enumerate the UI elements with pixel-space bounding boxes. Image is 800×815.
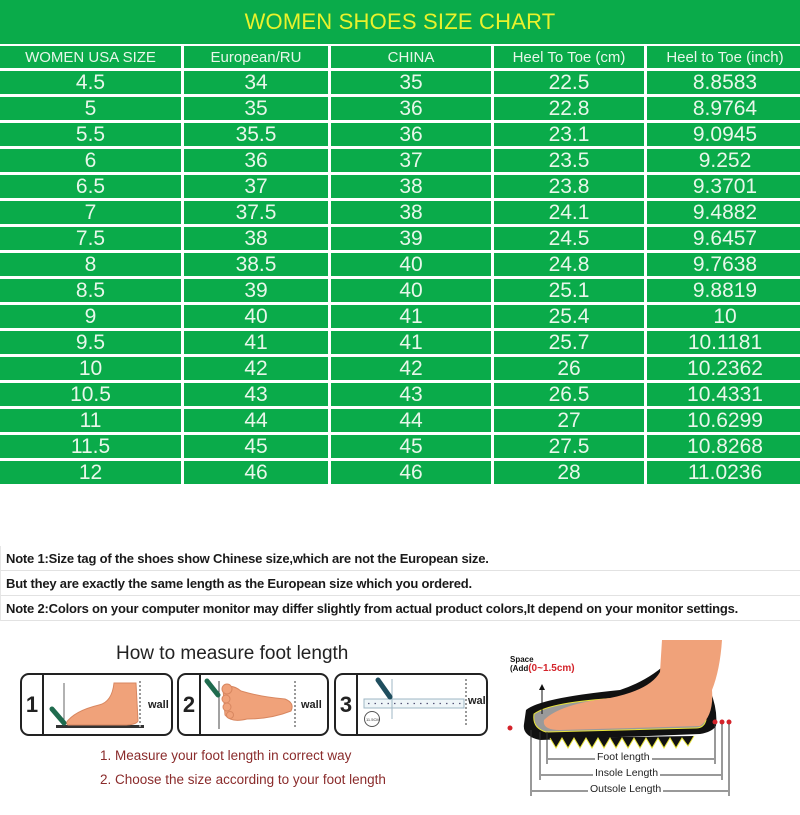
cell-european-ru: 39 [184, 279, 328, 302]
cell-european-ru: 37.5 [184, 201, 328, 224]
table-row [0, 201, 800, 224]
cell-usa-size: 9 [0, 305, 181, 328]
panel-number: 3 [336, 675, 358, 734]
cell-usa-size: 12 [0, 461, 181, 484]
cell-usa-size: 10.5 [0, 383, 181, 406]
cell-heel-toe-cm: 22.5 [494, 71, 644, 94]
cell-heel-toe-cm: 24.5 [494, 227, 644, 250]
cell-heel-toe-cm: 23.1 [494, 123, 644, 146]
cell-heel-toe-inch: 10.8268 [647, 435, 800, 458]
header-usa-size: WOMEN USA SIZE [0, 46, 181, 68]
cell-heel-toe-cm: 22.8 [494, 97, 644, 120]
cell-usa-size: 8.5 [0, 279, 181, 302]
table-row [0, 123, 800, 146]
wall-label: wall [301, 699, 322, 711]
cell-china: 43 [331, 383, 491, 406]
cell-usa-size: 11 [0, 409, 181, 432]
table-header-row [0, 46, 800, 68]
cell-china: 42 [331, 357, 491, 380]
chart-title: WOMEN SHOES SIZE CHART [0, 0, 800, 44]
cell-heel-toe-inch: 9.8819 [647, 279, 800, 302]
step-1: 1. Measure your foot length in correct way [100, 748, 352, 763]
outsole-length-label: Outsole Length [590, 783, 662, 795]
cell-heel-toe-inch: 9.3701 [647, 175, 800, 198]
cell-heel-toe-inch: 10.4331 [647, 383, 800, 406]
note-2: Note 2:Colors on your computer monitor may differ slightly from actual product colors,It depend on your monitor settings. [0, 596, 800, 621]
cell-china: 40 [331, 279, 491, 302]
cell-heel-toe-inch: 10.2362 [647, 357, 800, 380]
cell-heel-toe-inch: 9.252 [647, 149, 800, 172]
cell-european-ru: 38 [184, 227, 328, 250]
cell-heel-toe-inch: 8.9764 [647, 97, 800, 120]
cell-usa-size: 4.5 [0, 71, 181, 94]
table-row [0, 71, 800, 94]
cell-heel-toe-cm: 27 [494, 409, 644, 432]
shoe-length-diagram [500, 640, 800, 810]
cell-heel-toe-inch: 9.7638 [647, 253, 800, 276]
cell-european-ru: 43 [184, 383, 328, 406]
panel-number: 1 [22, 675, 44, 734]
table-row [0, 149, 800, 172]
cell-heel-toe-cm: 26.5 [494, 383, 644, 406]
cell-china: 37 [331, 149, 491, 172]
cell-usa-size: 8 [0, 253, 181, 276]
header-heel-toe-inch: Heel to Toe (inch) [647, 46, 800, 68]
note-1-continued: But they are exactly the same length as the European size which you ordered. [0, 571, 800, 596]
cell-usa-size: 5.5 [0, 123, 181, 146]
space-label: Space (Add(0~1.5cm) [510, 655, 575, 674]
header-china: CHINA [331, 46, 491, 68]
cell-european-ru: 38.5 [184, 253, 328, 276]
cell-heel-toe-cm: 28 [494, 461, 644, 484]
cell-heel-toe-cm: 25.4 [494, 305, 644, 328]
table-row [0, 383, 800, 406]
cell-european-ru: 41 [184, 331, 328, 354]
table-row [0, 435, 800, 458]
cell-heel-toe-inch: 10.6299 [647, 409, 800, 432]
cell-china: 41 [331, 305, 491, 328]
cell-usa-size: 9.5 [0, 331, 181, 354]
table-row [0, 409, 800, 432]
cell-heel-toe-inch: 11.0236 [647, 461, 800, 484]
cell-china: 38 [331, 201, 491, 224]
cell-heel-toe-inch: 10.1181 [647, 331, 800, 354]
measure-title: How to measure foot length [116, 643, 349, 664]
measure-panel-2 [177, 673, 329, 736]
panel-number: 2 [179, 675, 201, 734]
cell-european-ru: 37 [184, 175, 328, 198]
header-european-ru: European/RU [184, 46, 328, 68]
cell-heel-toe-cm: 24.8 [494, 253, 644, 276]
table-body [0, 71, 800, 484]
table-row [0, 305, 800, 328]
table-row [0, 227, 800, 250]
cell-china: 36 [331, 97, 491, 120]
wall-label: wall [148, 699, 169, 711]
header-heel-toe-cm: Heel To Toe (cm) [494, 46, 644, 68]
cell-european-ru: 36 [184, 149, 328, 172]
cell-european-ru: 42 [184, 357, 328, 380]
measure-panel-3 [334, 673, 488, 736]
cell-heel-toe-inch: 9.0945 [647, 123, 800, 146]
table-row [0, 97, 800, 120]
notes-section [0, 546, 800, 621]
insole-length-label: Insole Length [595, 767, 659, 779]
cell-usa-size: 7 [0, 201, 181, 224]
cell-usa-size: 7.5 [0, 227, 181, 250]
cell-china: 46 [331, 461, 491, 484]
table-row [0, 461, 800, 484]
table-row [0, 357, 800, 380]
cell-usa-size: 6.5 [0, 175, 181, 198]
cell-european-ru: 46 [184, 461, 328, 484]
cell-heel-toe-cm: 25.1 [494, 279, 644, 302]
cell-european-ru: 44 [184, 409, 328, 432]
cell-heel-toe-cm: 26 [494, 357, 644, 380]
cell-heel-toe-cm: 24.1 [494, 201, 644, 224]
cell-usa-size: 11.5 [0, 435, 181, 458]
cell-heel-toe-inch: 8.8583 [647, 71, 800, 94]
table-row [0, 331, 800, 354]
foot-length-label: Foot length [597, 751, 650, 763]
cell-heel-toe-cm: 27.5 [494, 435, 644, 458]
cell-china: 44 [331, 409, 491, 432]
cell-china: 41 [331, 331, 491, 354]
cell-china: 35 [331, 71, 491, 94]
table-row [0, 175, 800, 198]
cell-china: 45 [331, 435, 491, 458]
cell-european-ru: 35.5 [184, 123, 328, 146]
cell-heel-toe-inch: 9.6457 [647, 227, 800, 250]
ruler-badge: 11.5CM [366, 717, 380, 722]
cell-heel-toe-inch: 10 [647, 305, 800, 328]
wall-label: wall [468, 695, 489, 707]
step-2: 2. Choose the size according to your foot length [100, 772, 386, 787]
cell-usa-size: 5 [0, 97, 181, 120]
cell-china: 40 [331, 253, 491, 276]
cell-usa-size: 10 [0, 357, 181, 380]
table-row [0, 279, 800, 302]
cell-european-ru: 40 [184, 305, 328, 328]
cell-european-ru: 34 [184, 71, 328, 94]
cell-heel-toe-cm: 23.5 [494, 149, 644, 172]
cell-european-ru: 45 [184, 435, 328, 458]
cell-usa-size: 6 [0, 149, 181, 172]
cell-heel-toe-inch: 9.4882 [647, 201, 800, 224]
cell-heel-toe-cm: 23.8 [494, 175, 644, 198]
cell-european-ru: 35 [184, 97, 328, 120]
cell-china: 38 [331, 175, 491, 198]
measure-panel-1 [20, 673, 173, 736]
cell-heel-toe-cm: 25.7 [494, 331, 644, 354]
table-row [0, 253, 800, 276]
size-table [0, 43, 800, 487]
note-1: Note 1:Size tag of the shoes show Chinese size,which are not the European size. [0, 546, 800, 571]
cell-china: 36 [331, 123, 491, 146]
cell-china: 39 [331, 227, 491, 250]
